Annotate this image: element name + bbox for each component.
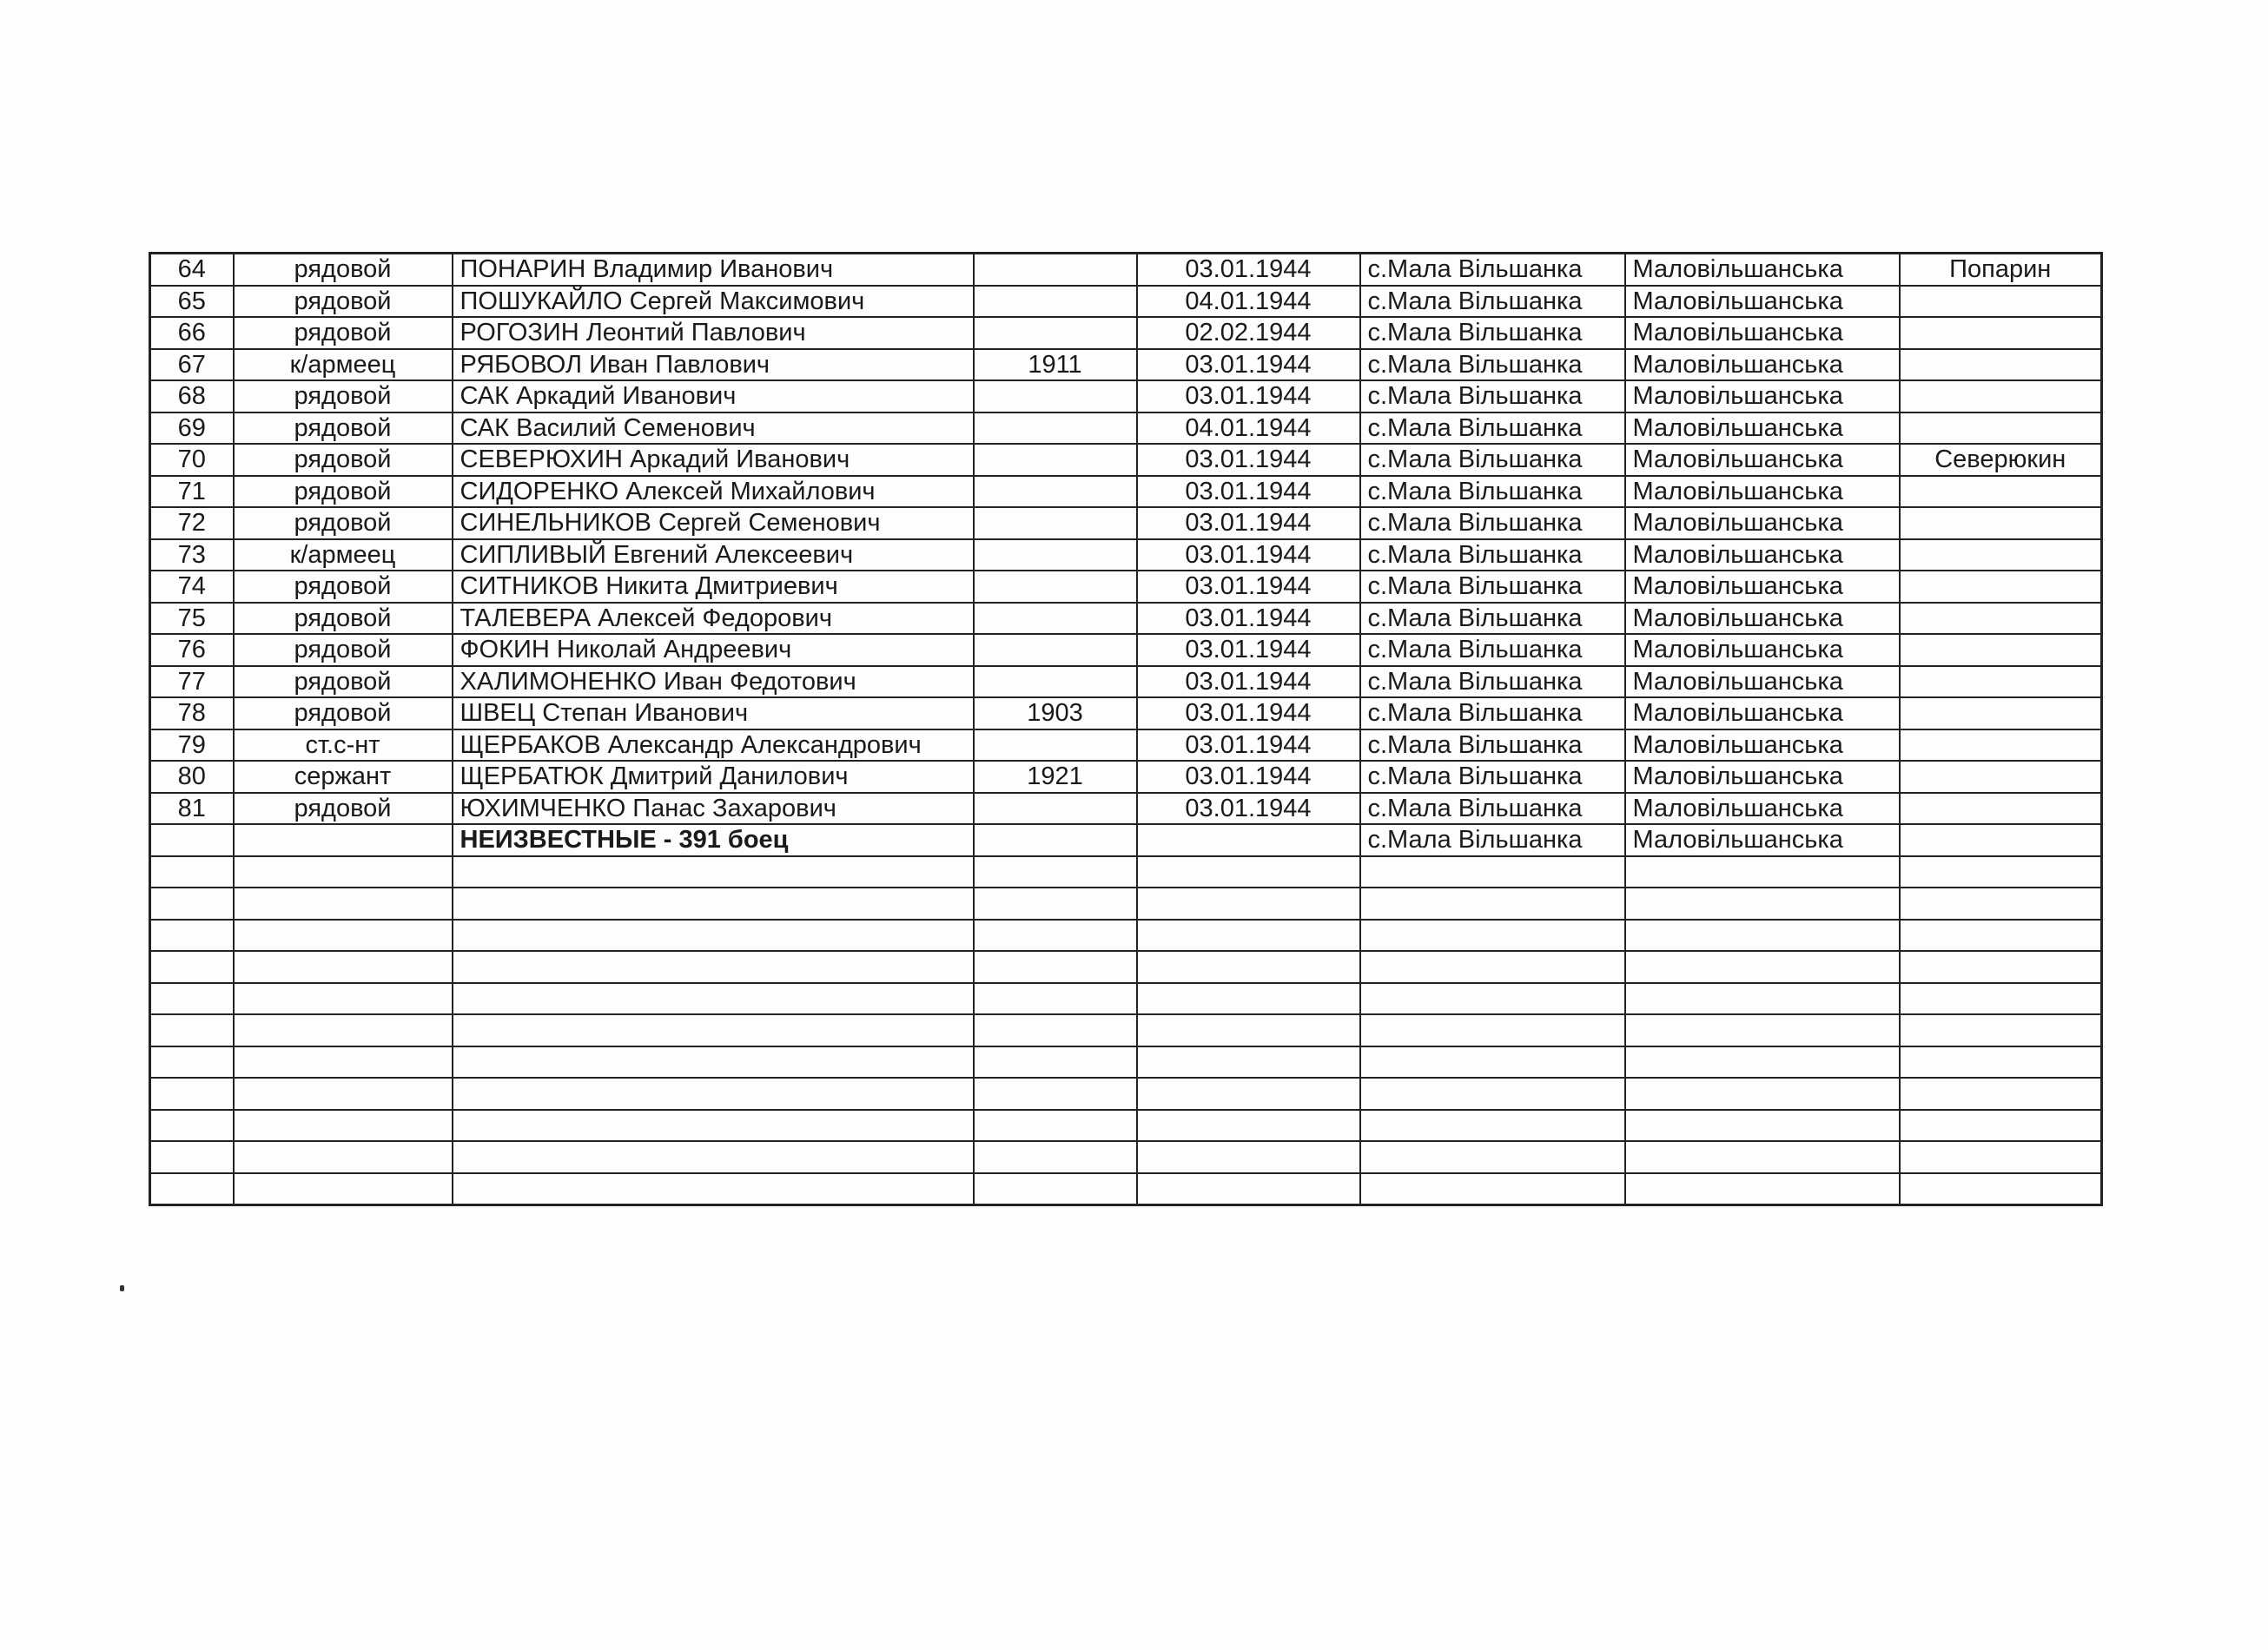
name-cell <box>453 1078 974 1110</box>
death-date-cell <box>1137 983 1360 1015</box>
birth-year-cell <box>974 666 1137 698</box>
scan-speck <box>120 1285 124 1291</box>
birth-year-cell <box>974 286 1137 318</box>
death-date-cell: 03.01.1944 <box>1137 444 1360 476</box>
table-row <box>150 1046 2102 1079</box>
name-cell <box>453 951 974 983</box>
council-cell: Маловільшанська <box>1625 634 1900 666</box>
burial-place-cell <box>1360 1014 1625 1046</box>
burial-place-cell: с.Мала Вільшанка <box>1360 824 1625 856</box>
council-cell: Маловільшанська <box>1625 539 1900 571</box>
table-row <box>150 697 2102 729</box>
death-date-cell: 03.01.1944 <box>1137 507 1360 539</box>
burial-place-cell: с.Мала Вільшанка <box>1360 761 1625 793</box>
row-number: 74 <box>150 571 234 603</box>
row-number: 76 <box>150 634 234 666</box>
table-row <box>150 380 2102 412</box>
death-date-cell: 03.01.1944 <box>1137 793 1360 825</box>
council-cell <box>1625 983 1900 1015</box>
burial-place-cell: с.Мала Вільшанка <box>1360 729 1625 762</box>
death-date-cell <box>1137 1141 1360 1173</box>
burial-place-cell: с.Мала Вільшанка <box>1360 793 1625 825</box>
burial-place-cell <box>1360 856 1625 888</box>
death-date-cell: 03.01.1944 <box>1137 634 1360 666</box>
death-date-cell: 03.01.1944 <box>1137 476 1360 508</box>
row-number <box>150 856 234 888</box>
table-row <box>150 1141 2102 1173</box>
note-cell <box>1900 761 2102 793</box>
death-date-cell: 03.01.1944 <box>1137 254 1360 286</box>
birth-year-cell <box>974 254 1137 286</box>
birth-year-cell <box>974 951 1137 983</box>
row-number <box>150 983 234 1015</box>
name-cell <box>453 983 974 1015</box>
birth-year-cell <box>974 317 1137 349</box>
burial-place-cell <box>1360 920 1625 952</box>
name-cell: НЕИЗВЕСТНЫЕ - 391 боец <box>453 824 974 856</box>
note-cell <box>1900 603 2102 635</box>
rank-cell <box>234 1141 453 1173</box>
birth-year-cell <box>974 507 1137 539</box>
rank-cell: рядовой <box>234 666 453 698</box>
table-row <box>150 1110 2102 1142</box>
name-cell: САК Аркадий Иванович <box>453 380 974 412</box>
burial-place-cell <box>1360 1141 1625 1173</box>
rank-cell <box>234 951 453 983</box>
note-cell <box>1900 951 2102 983</box>
burial-place-cell: с.Мала Вільшанка <box>1360 349 1625 381</box>
row-number: 69 <box>150 412 234 445</box>
row-number <box>150 920 234 952</box>
table-row <box>150 729 2102 762</box>
birth-year-cell: 1921 <box>974 761 1137 793</box>
note-cell <box>1900 666 2102 698</box>
table-row <box>150 1173 2102 1205</box>
name-cell: ПОШУКАЙЛО Сергей Максимович <box>453 286 974 318</box>
birth-year-cell <box>974 920 1137 952</box>
note-cell <box>1900 412 2102 445</box>
death-date-cell <box>1137 920 1360 952</box>
death-date-cell: 03.01.1944 <box>1137 666 1360 698</box>
rank-cell: рядовой <box>234 507 453 539</box>
rank-cell: рядовой <box>234 476 453 508</box>
burial-place-cell <box>1360 951 1625 983</box>
birth-year-cell <box>974 1014 1137 1046</box>
rank-cell <box>234 1173 453 1205</box>
row-number <box>150 1014 234 1046</box>
row-number: 77 <box>150 666 234 698</box>
council-cell: Маловільшанська <box>1625 761 1900 793</box>
burial-place-cell: с.Мала Вільшанка <box>1360 697 1625 729</box>
birth-year-cell <box>974 888 1137 920</box>
birth-year-cell <box>974 729 1137 762</box>
birth-year-cell <box>974 634 1137 666</box>
rank-cell: ст.с-нт <box>234 729 453 762</box>
death-date-cell: 03.01.1944 <box>1137 603 1360 635</box>
burial-place-cell <box>1360 1110 1625 1142</box>
birth-year-cell: 1903 <box>974 697 1137 729</box>
council-cell <box>1625 888 1900 920</box>
table-row <box>150 951 2102 983</box>
burial-place-cell <box>1360 1046 1625 1079</box>
burial-place-cell <box>1360 888 1625 920</box>
birth-year-cell <box>974 983 1137 1015</box>
name-cell: СИТНИКОВ Никита Дмитриевич <box>453 571 974 603</box>
burial-place-cell: с.Мала Вільшанка <box>1360 380 1625 412</box>
row-number <box>150 951 234 983</box>
table-row <box>150 634 2102 666</box>
birth-year-cell <box>974 603 1137 635</box>
name-cell: РОГОЗИН Леонтий Павлович <box>453 317 974 349</box>
row-number: 80 <box>150 761 234 793</box>
note-cell: Северюкин <box>1900 444 2102 476</box>
birth-year-cell <box>974 1110 1137 1142</box>
rank-cell <box>234 983 453 1015</box>
row-number: 72 <box>150 507 234 539</box>
birth-year-cell <box>974 380 1137 412</box>
row-number: 81 <box>150 793 234 825</box>
table-row <box>150 824 2102 856</box>
birth-year-cell <box>974 476 1137 508</box>
council-cell <box>1625 1173 1900 1205</box>
note-cell <box>1900 349 2102 381</box>
council-cell <box>1625 856 1900 888</box>
name-cell <box>453 920 974 952</box>
note-cell <box>1900 571 2102 603</box>
burial-place-cell <box>1360 983 1625 1015</box>
row-number: 64 <box>150 254 234 286</box>
death-date-cell: 03.01.1944 <box>1137 761 1360 793</box>
birth-year-cell <box>974 1141 1137 1173</box>
rank-cell: сержант <box>234 761 453 793</box>
note-cell <box>1900 920 2102 952</box>
row-number <box>150 1141 234 1173</box>
name-cell <box>453 1046 974 1079</box>
council-cell <box>1625 951 1900 983</box>
council-cell <box>1625 1110 1900 1142</box>
council-cell: Маловільшанська <box>1625 412 1900 445</box>
name-cell: СЕВЕРЮХИН Аркадий Иванович <box>453 444 974 476</box>
note-cell <box>1900 1110 2102 1142</box>
rank-cell: рядовой <box>234 697 453 729</box>
rank-cell <box>234 1110 453 1142</box>
table-row <box>150 1078 2102 1110</box>
name-cell: ЩЕРБАТЮК Дмитрий Данилович <box>453 761 974 793</box>
name-cell: ЩЕРБАКОВ Александр Александрович <box>453 729 974 762</box>
note-cell <box>1900 1014 2102 1046</box>
rank-cell: рядовой <box>234 603 453 635</box>
table-row <box>150 793 2102 825</box>
council-cell <box>1625 1014 1900 1046</box>
birth-year-cell <box>974 1078 1137 1110</box>
note-cell <box>1900 634 2102 666</box>
rank-cell: рядовой <box>234 286 453 318</box>
row-number: 71 <box>150 476 234 508</box>
council-cell <box>1625 1141 1900 1173</box>
council-cell: Маловільшанська <box>1625 476 1900 508</box>
name-cell: РЯБОВОЛ Иван Павлович <box>453 349 974 381</box>
burial-place-cell: с.Мала Вільшанка <box>1360 571 1625 603</box>
burial-place-cell <box>1360 1078 1625 1110</box>
note-cell <box>1900 697 2102 729</box>
birth-year-cell <box>974 412 1137 445</box>
death-date-cell: 03.01.1944 <box>1137 571 1360 603</box>
burial-place-cell: с.Мала Вільшанка <box>1360 286 1625 318</box>
birth-year-cell <box>974 856 1137 888</box>
council-cell: Маловільшанська <box>1625 254 1900 286</box>
council-cell <box>1625 920 1900 952</box>
note-cell <box>1900 380 2102 412</box>
birth-year-cell <box>974 824 1137 856</box>
note-cell <box>1900 317 2102 349</box>
row-number: 75 <box>150 603 234 635</box>
death-date-cell <box>1137 1014 1360 1046</box>
rank-cell <box>234 856 453 888</box>
council-cell: Маловільшанська <box>1625 317 1900 349</box>
note-cell <box>1900 1046 2102 1079</box>
name-cell: ПОНАРИН Владимир Иванович <box>453 254 974 286</box>
row-number <box>150 1110 234 1142</box>
death-date-cell: 03.01.1944 <box>1137 729 1360 762</box>
death-date-cell <box>1137 1078 1360 1110</box>
row-number: 70 <box>150 444 234 476</box>
name-cell: ЮХИМЧЕНКО Панас Захарович <box>453 793 974 825</box>
council-cell <box>1625 1046 1900 1079</box>
row-number <box>150 824 234 856</box>
death-date-cell <box>1137 1110 1360 1142</box>
birth-year-cell <box>974 1046 1137 1079</box>
name-cell: ШВЕЦ Степан Иванович <box>453 697 974 729</box>
row-number: 65 <box>150 286 234 318</box>
council-cell: Маловільшанська <box>1625 571 1900 603</box>
row-number <box>150 1078 234 1110</box>
burial-place-cell: с.Мала Вільшанка <box>1360 634 1625 666</box>
death-date-cell: 03.01.1944 <box>1137 380 1360 412</box>
note-cell <box>1900 824 2102 856</box>
name-cell <box>453 1141 974 1173</box>
birth-year-cell <box>974 793 1137 825</box>
burial-place-cell: с.Мала Вільшанка <box>1360 507 1625 539</box>
rank-cell: рядовой <box>234 317 453 349</box>
note-cell <box>1900 793 2102 825</box>
burial-place-cell: с.Мала Вільшанка <box>1360 603 1625 635</box>
rank-cell: рядовой <box>234 412 453 445</box>
rank-cell: к/армеец <box>234 539 453 571</box>
rank-cell <box>234 1078 453 1110</box>
birth-year-cell <box>974 444 1137 476</box>
rank-cell <box>234 1046 453 1079</box>
death-date-cell <box>1137 888 1360 920</box>
rank-cell: рядовой <box>234 380 453 412</box>
row-number: 79 <box>150 729 234 762</box>
death-date-cell: 02.02.1944 <box>1137 317 1360 349</box>
burial-place-cell: с.Мала Вільшанка <box>1360 476 1625 508</box>
death-date-cell: 04.01.1944 <box>1137 286 1360 318</box>
table-row <box>150 444 2102 476</box>
name-cell <box>453 1014 974 1046</box>
council-cell: Маловільшанська <box>1625 793 1900 825</box>
rank-cell: рядовой <box>234 254 453 286</box>
note-cell <box>1900 476 2102 508</box>
burial-place-cell: с.Мала Вільшанка <box>1360 539 1625 571</box>
note-cell <box>1900 983 2102 1015</box>
note-cell <box>1900 1078 2102 1110</box>
row-number: 67 <box>150 349 234 381</box>
table-row <box>150 666 2102 698</box>
death-date-cell <box>1137 856 1360 888</box>
table-row <box>150 920 2102 952</box>
death-date-cell: 03.01.1944 <box>1137 697 1360 729</box>
table-row <box>150 1014 2102 1046</box>
name-cell <box>453 1110 974 1142</box>
birth-year-cell <box>974 571 1137 603</box>
table-row <box>150 539 2102 571</box>
row-number: 73 <box>150 539 234 571</box>
table-row <box>150 412 2102 445</box>
row-number <box>150 888 234 920</box>
burial-place-cell: с.Мала Вільшанка <box>1360 444 1625 476</box>
row-number: 68 <box>150 380 234 412</box>
name-cell: СИДОРЕНКО Алексей Михайлович <box>453 476 974 508</box>
note-cell <box>1900 729 2102 762</box>
register-body <box>150 254 2102 1205</box>
note-cell <box>1900 1173 2102 1205</box>
burial-place-cell <box>1360 1173 1625 1205</box>
name-cell: СИНЕЛЬНИКОВ Сергей Семенович <box>453 507 974 539</box>
council-cell: Маловільшанська <box>1625 507 1900 539</box>
council-cell: Маловільшанська <box>1625 697 1900 729</box>
rank-cell <box>234 1014 453 1046</box>
table-row <box>150 476 2102 508</box>
council-cell: Маловільшанська <box>1625 666 1900 698</box>
row-number: 66 <box>150 317 234 349</box>
name-cell <box>453 888 974 920</box>
name-cell: ХАЛИМОНЕНКО Иван Федотович <box>453 666 974 698</box>
name-cell: САК Василий Семенович <box>453 412 974 445</box>
table-row <box>150 983 2102 1015</box>
note-cell <box>1900 507 2102 539</box>
rank-cell <box>234 824 453 856</box>
table-row <box>150 349 2102 381</box>
rank-cell <box>234 888 453 920</box>
birth-year-cell <box>974 539 1137 571</box>
birth-year-cell: 1911 <box>974 349 1137 381</box>
table-row <box>150 286 2102 318</box>
name-cell <box>453 856 974 888</box>
table-row <box>150 856 2102 888</box>
table-row <box>150 761 2102 793</box>
table-row <box>150 254 2102 286</box>
name-cell: СИПЛИВЫЙ Евгений Алексеевич <box>453 539 974 571</box>
rank-cell: рядовой <box>234 793 453 825</box>
birth-year-cell <box>974 1173 1137 1205</box>
name-cell: ФОКИН Николай Андреевич <box>453 634 974 666</box>
death-date-cell: 03.01.1944 <box>1137 349 1360 381</box>
council-cell: Маловільшанська <box>1625 729 1900 762</box>
council-cell: Маловільшанська <box>1625 349 1900 381</box>
death-date-cell <box>1137 1046 1360 1079</box>
council-cell: Маловільшанська <box>1625 824 1900 856</box>
note-cell <box>1900 286 2102 318</box>
rank-cell: рядовой <box>234 444 453 476</box>
row-number: 78 <box>150 697 234 729</box>
name-cell <box>453 1173 974 1205</box>
rank-cell: рядовой <box>234 634 453 666</box>
burial-place-cell: с.Мала Вільшанка <box>1360 254 1625 286</box>
note-cell <box>1900 856 2102 888</box>
council-cell: Маловільшанська <box>1625 444 1900 476</box>
burial-place-cell: с.Мала Вільшанка <box>1360 317 1625 349</box>
council-cell: Маловільшанська <box>1625 286 1900 318</box>
table-row <box>150 888 2102 920</box>
burial-place-cell: с.Мала Вільшанка <box>1360 412 1625 445</box>
note-cell <box>1900 888 2102 920</box>
note-cell <box>1900 1141 2102 1173</box>
council-cell: Маловільшанська <box>1625 380 1900 412</box>
table-row <box>150 571 2102 603</box>
death-date-cell <box>1137 1173 1360 1205</box>
name-cell: ТАЛЕВЕРА Алексей Федорович <box>453 603 974 635</box>
table-row <box>150 317 2102 349</box>
table-row <box>150 603 2102 635</box>
table-row <box>150 507 2102 539</box>
death-date-cell <box>1137 824 1360 856</box>
row-number <box>150 1173 234 1205</box>
death-date-cell: 04.01.1944 <box>1137 412 1360 445</box>
rank-cell <box>234 920 453 952</box>
row-number <box>150 1046 234 1079</box>
burial-register-table <box>149 252 2103 1206</box>
rank-cell: к/армеец <box>234 349 453 381</box>
council-cell <box>1625 1078 1900 1110</box>
note-cell: Попарин <box>1900 254 2102 286</box>
council-cell: Маловільшанська <box>1625 603 1900 635</box>
burial-place-cell: с.Мала Вільшанка <box>1360 666 1625 698</box>
death-date-cell: 03.01.1944 <box>1137 539 1360 571</box>
death-date-cell <box>1137 951 1360 983</box>
rank-cell: рядовой <box>234 571 453 603</box>
note-cell <box>1900 539 2102 571</box>
